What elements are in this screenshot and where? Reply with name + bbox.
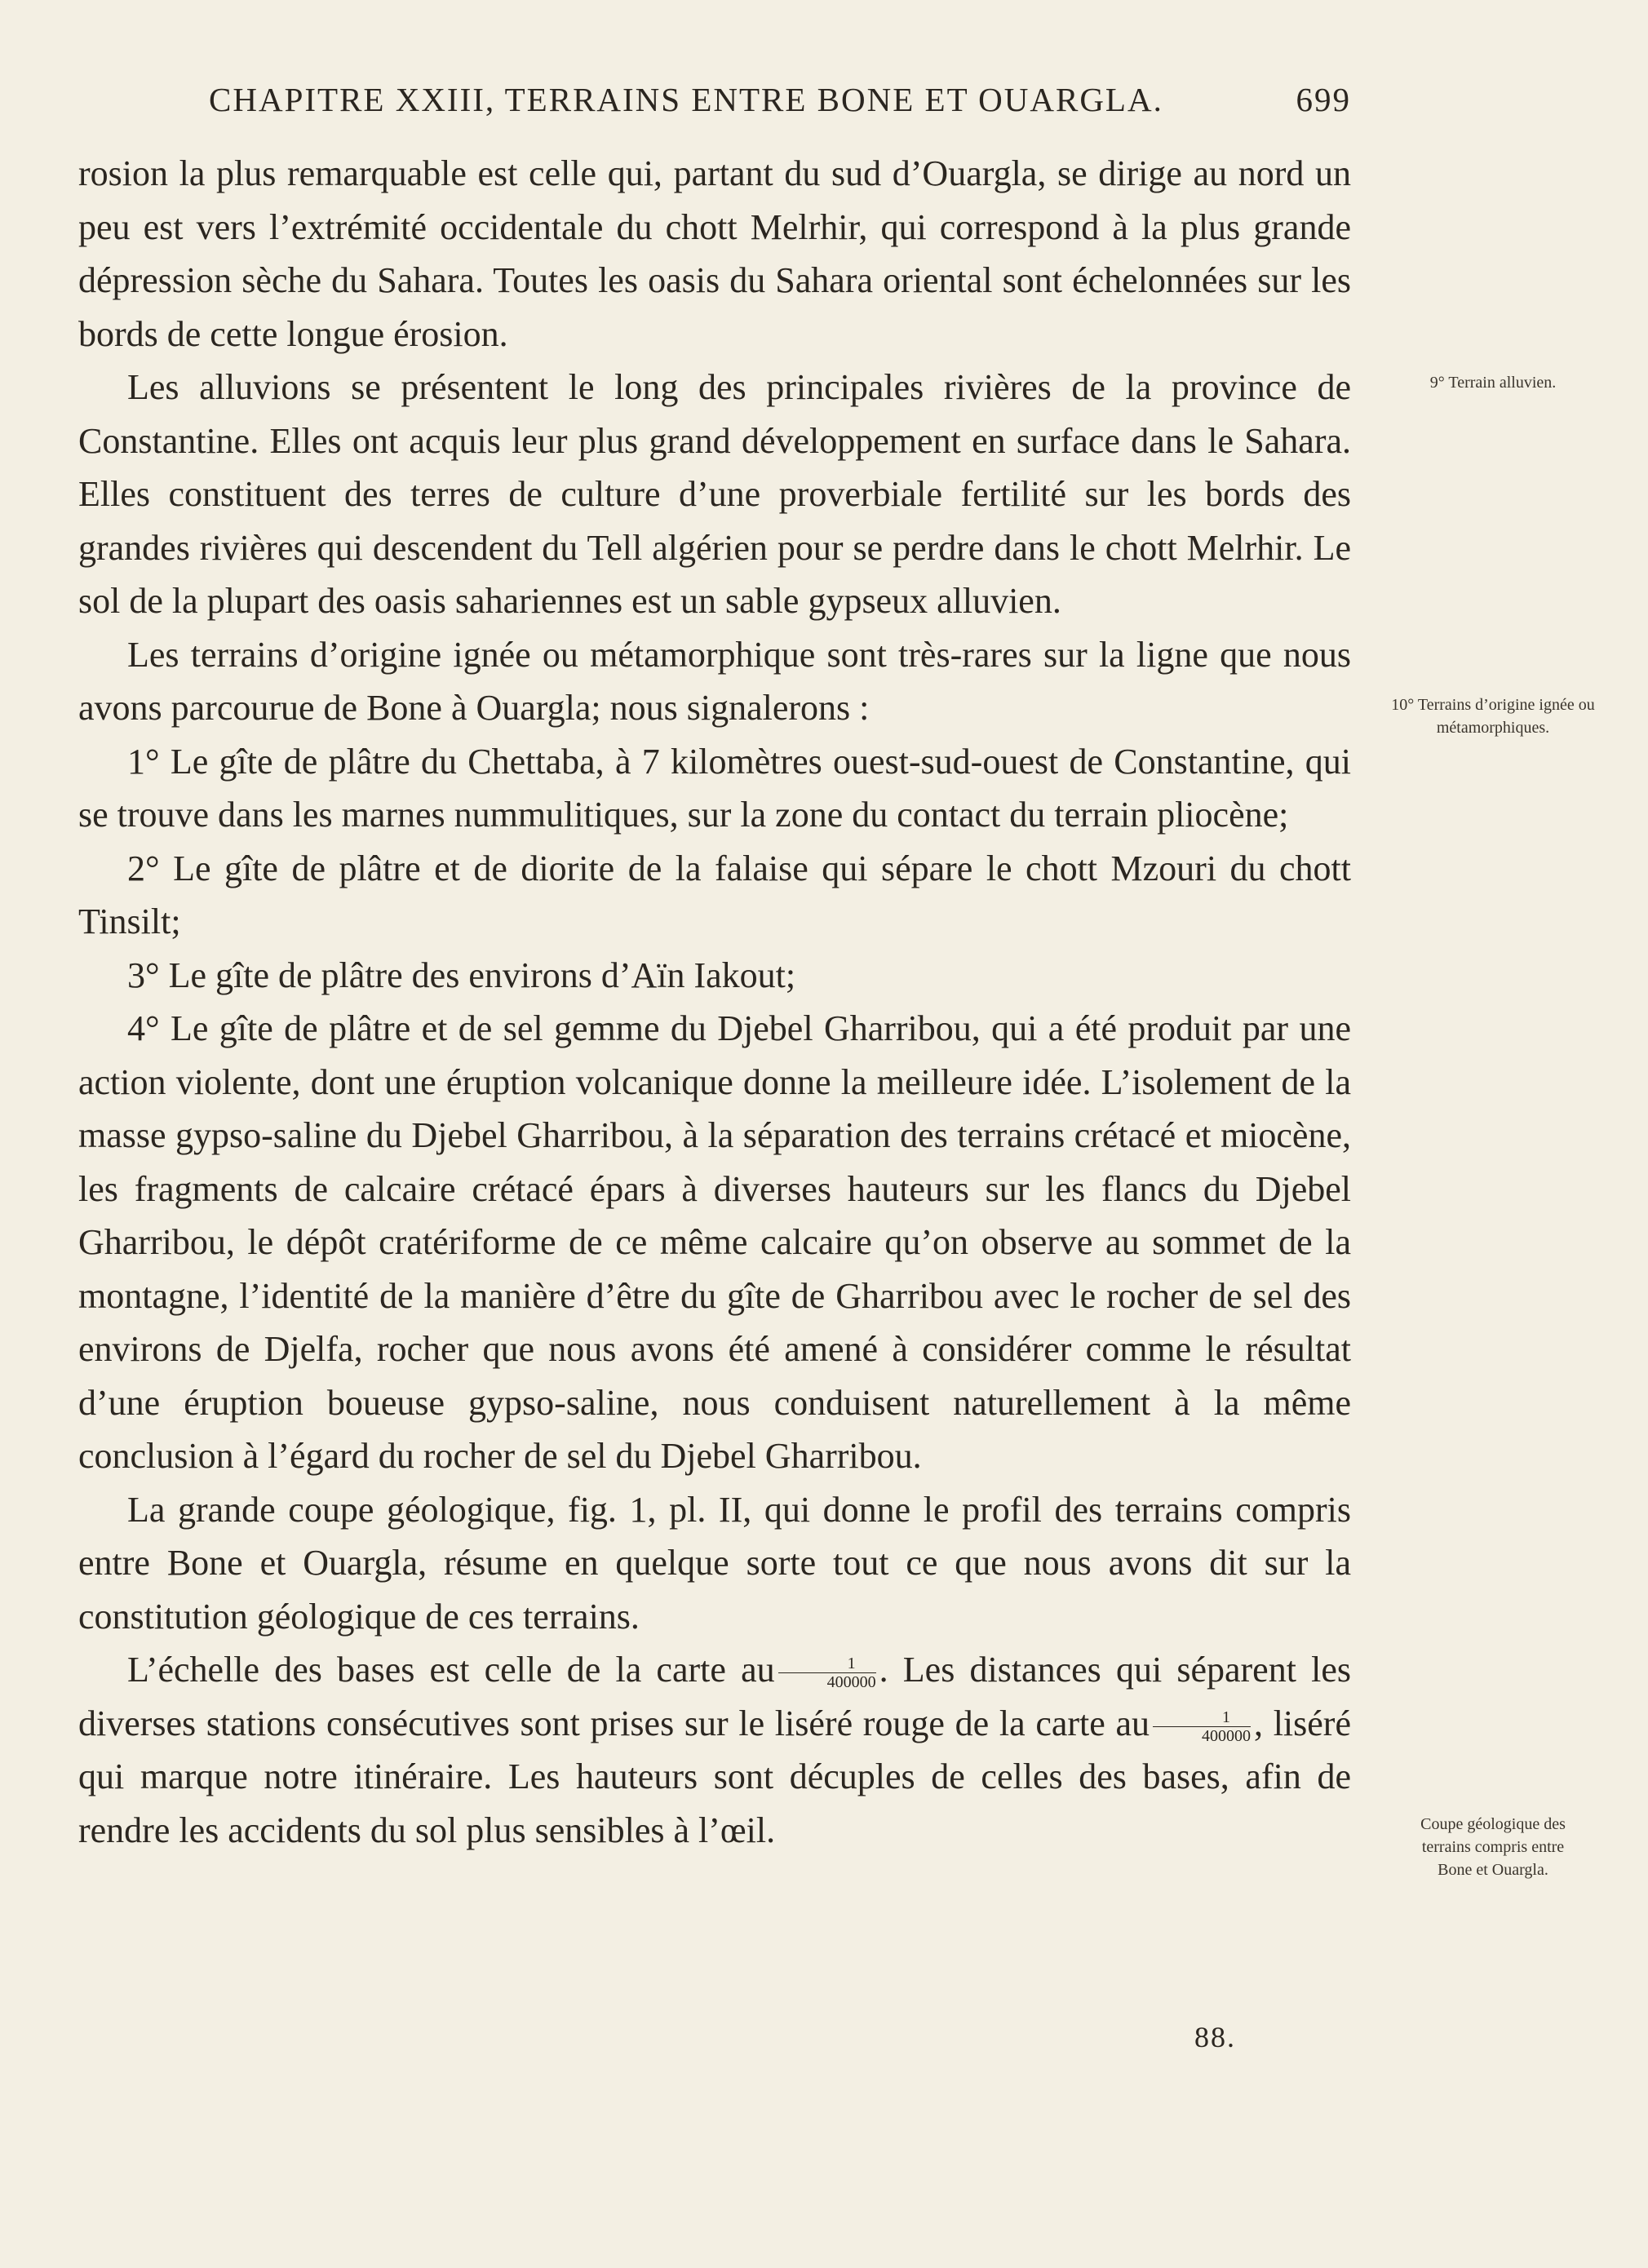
margin-note-coupe-geologique: Coupe géologique des terrains compris entre Bone et Ouargla. (1420, 1815, 1566, 1879)
margin-note-terrains-ignes: 10° Terrains d’origine ignée ou métamorphiques. (1391, 696, 1595, 737)
signature-mark: 88. (1194, 2021, 1236, 2053)
fraction-numerator: 1 (1153, 1708, 1251, 1727)
running-title: CHAPITRE XXIII, TERRAINS ENTRE BONE ET OUARGLA. (209, 81, 1163, 118)
paragraph-continued: rosion la plus remarquable est celle qui, partant du sud d’Ouargla, se dirige au nord un peu est vers l’extrémité occidentale du chott Melrhir, qui correspond à la plus grande dépression sèche du Sahara. Toutes les oasis du Sahara oriental sont échelonnées sur les bords de cette longue érosion. (78, 153, 1351, 354)
paragraph-echelle (78, 1643, 1351, 1857)
margin-note-terrain-alluvien: 9° Terrain alluvien. (1429, 374, 1557, 392)
paragraph-coupe-geologique: La grande coupe géologique, fig. 1, pl. II, qui donne le profil des terrains compris entre Bone et Ouargla, résume en quelque sorte tout ce que nous avons dit sur la constitution géologique de ces terrains. (78, 1489, 1351, 1637)
body-text (78, 147, 1351, 1857)
list-item-gharribou: 4° Le gîte de plâtre et de sel gemme du Djebel Gharribou, qui a été produit par une action violente, dont une éruption volcanique donne la meilleure idée. L’isolement de la masse gypso-saline du Djebel Gharribou, à la séparation des terrains crétacé et miocène, les fragments de calcaire crétacé épars à diverses hauteurs sur les flancs du Djebel Gharribou, le dépôt cratériforme de ce même calcaire qu’on observe au sommet de la montagne, l’identité de la manière d’être du gîte de Gharribou avec le rocher de sel des environs de Djelfa, rocher que nous avons été amené à considérer comme le résultat d’une éruption boueuse gypso-saline, nous conduisent naturellement à la même conclusion à l’égard du rocher de sel du Djebel Gharribou. (78, 1008, 1351, 1476)
paragraph-igneous-terrains: Les terrains d’origine ignée ou métamorphique sont très-rares sur la ligne que nous avons parcourue de Bone à Ouargla; nous signalerons : (78, 634, 1351, 728)
scale-fraction-1 (778, 1654, 876, 1691)
fraction-denominator: 400000 (1202, 1726, 1252, 1745)
scale-fraction-2 (1153, 1708, 1251, 1745)
scale-text-part-3: , liséré qui marque notre itinéraire. Les hauteurs sont décuples de celles des bases, afin de rendre les accidents du sol plus sensibles à l’œil. (78, 1703, 1351, 1850)
list-item-chettaba: 1° Le gîte de plâtre du Chettaba, à 7 kilomètres ouest-sud-ouest de Constantine, qui se trouve dans les marnes nummulitiques, sur la zone du contact du terrain pliocène; (78, 741, 1351, 835)
list-item-mzouri: 2° Le gîte de plâtre et de diorite de la falaise qui sépare le chott Mzouri du chott Tinsilt; (78, 848, 1351, 941)
page-number: 699 (1296, 81, 1351, 118)
paragraph-alluvions: Les alluvions se présentent le long des principales rivières de la province de Constantine. Elles ont acquis leur plus grand développement en surface dans le Sahara. Elles constituent des terres de culture d’une proverbiale fertilité sur les bords des grandes rivières qui descendent du Tell algérien pour se perdre dans le chott Melrhir. Le sol de la plupart des oasis sahariennes est un sable gypseux alluvien. (78, 367, 1351, 621)
list-item-ain-iakout: 3° Le gîte de plâtre des environs d’Aïn Iakout; (127, 955, 796, 995)
fraction-denominator: 400000 (826, 1673, 876, 1692)
scale-text-part-1: L’échelle des bases est celle de la carte au (127, 1650, 775, 1690)
scale-text-part-2: . Les distances qui séparent les diverses stations consécutives sont prises sur le liséré rouge de la carte au (78, 1650, 1351, 1743)
fraction-numerator: 1 (778, 1654, 876, 1673)
